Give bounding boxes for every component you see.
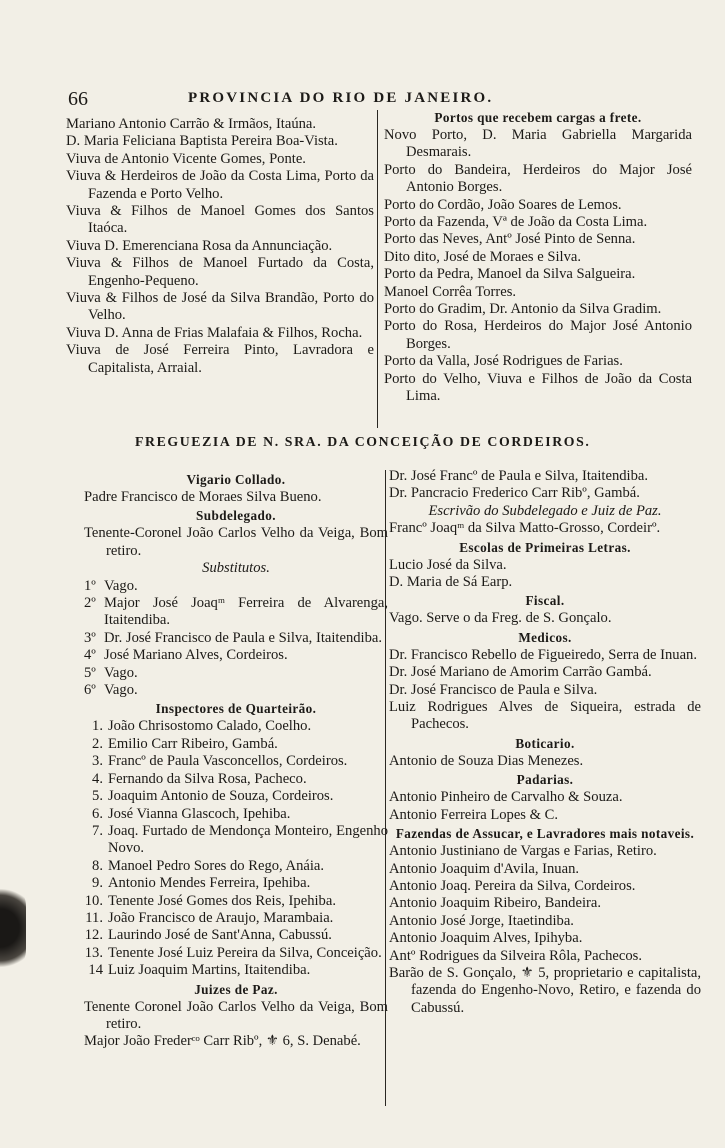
list-item: Dr. José Francisco de Paula e Silva. <box>389 681 598 698</box>
substituto-text: Vago. <box>104 664 138 681</box>
list-item: Viuva & Filhos de José da Silva Brandão, Porto do Velho. <box>66 290 374 324</box>
inspector-text: Laurindo José de Sant'Anna, Cabussú. <box>108 927 332 944</box>
fiscal-name: Vago. Serve o da Freg. de S. Gonçalo. <box>389 610 612 627</box>
inspector-text: José Vianna Glascoch, Ipehiba. <box>108 805 291 822</box>
list-item: Barão de S. Gonçalo, ⚜ 5, proprietario e capitalista, fazenda do Engenho-Novo, Retiro, e fazenda do Cabussú. <box>389 964 701 1016</box>
list-item <box>84 823 388 858</box>
list-item: Porto do Velho, Viuva e Filhos de João da Costa Lima. <box>384 370 692 405</box>
list-item <box>84 910 388 927</box>
list-item: Luiz Rodrigues Alves de Siqueira, estrada de Pachecos. <box>389 699 701 733</box>
list-item: Dr. Pancracio Frederico Carr Ribº, Gambá. <box>389 485 640 502</box>
item-number: 13. <box>84 944 103 961</box>
ordinal: 2º <box>84 595 96 612</box>
boticario-heading: Boticario. <box>515 735 575 751</box>
fazendas-heading: Fazendas de Assucar, e Lavradores mais notaveis. <box>395 826 695 842</box>
page-number: 66 <box>68 88 88 110</box>
list-item: Viuva de José Ferreira Pinto, Lavradora e Capitalista, Arraial. <box>66 342 374 376</box>
escolas-heading: Escolas de Primeiras Letras. <box>459 539 631 555</box>
list-item: Mariano Antonio Carrão & Irmãos, Itaúna. <box>66 116 317 132</box>
boticario-name: Antonio de Souza Dias Menezes. <box>389 752 584 769</box>
inspector-text: Joaq. Furtado de Mendonça Monteiro, Engenho Novo. <box>108 822 388 857</box>
list-item <box>84 578 388 595</box>
left-top-column <box>66 116 374 377</box>
list-item <box>84 630 388 647</box>
list-item <box>84 806 388 823</box>
list-item <box>84 893 388 910</box>
item-number: 4. <box>92 770 103 787</box>
item-number: 2. <box>92 735 103 752</box>
list-item: Viuva D. Anna de Frias Malafaia & Filhos, Rocha. <box>66 324 363 341</box>
substituto-text: Vago. <box>104 577 138 594</box>
list-item <box>84 736 388 753</box>
list-item: Antonio Pinheiro de Carvalho & Souza. <box>389 789 623 806</box>
inspector-text: Antonio Mendes Ferreira, Ipehiba. <box>108 875 311 892</box>
list-item: Viuva D. Emerenciana Rosa da Annunciação. <box>66 237 333 254</box>
right-top-column <box>384 108 692 406</box>
list-item: Viuva & Filhos de Manoel Furtado da Costa, Engenho-Pequeno. <box>66 255 374 289</box>
list-item <box>84 771 388 788</box>
list-item: Tenente Coronel João Carlos Velho da Veiga, Bom retiro. <box>84 998 388 1032</box>
list-item: D. Maria de Sá Earp. <box>389 574 513 591</box>
list-item <box>84 595 388 630</box>
inspector-text: Manoel Pedro Sores do Rego, Anáia. <box>108 857 325 874</box>
list-item: Porto da Pedra, Manoel da Silva Salgueira. <box>384 266 636 283</box>
page-stain <box>0 880 26 976</box>
list-item: Antonio Joaquim Ribeiro, Bandeira. <box>389 895 601 912</box>
item-number: 1. <box>92 718 103 735</box>
substituto-text: Dr. José Francisco de Paula e Silva, Itaitendiba. <box>104 629 383 646</box>
list-item <box>84 962 388 979</box>
list-item: Porto do Bandeira, Herdeiros do Major José Antonio Borges. <box>384 161 692 196</box>
subdelegado-name: Tenente-Coronel João Carlos Velho da Veiga, Bom retiro. <box>84 525 388 559</box>
substituto-text: Major José Joaqᵐ Ferreira de Alvarenga, Itaitendiba. <box>104 595 388 629</box>
item-number: 6. <box>92 805 103 822</box>
inspector-text: Francº de Paula Vasconcellos, Cordeiros. <box>108 753 348 770</box>
list-item: Viuva & Filhos de Manoel Gomes dos Santos Itaóca. <box>66 203 374 237</box>
list-item: Porto da Fazenda, Vª de João da Costa Lima. <box>384 214 648 231</box>
padarias-heading: Padarias. <box>516 772 574 788</box>
list-item: Antonio Justiniano de Vargas e Farias, Retiro. <box>389 843 657 860</box>
list-item: Porto das Neves, Antº José Pinto de Senna. <box>384 231 636 248</box>
inspector-text: João Francisco de Araujo, Marambaia. <box>108 909 334 926</box>
item-number: 8. <box>92 857 103 874</box>
list-item: Antº Rodrigues da Silveira Rôla, Pachecos. <box>389 947 642 964</box>
item-number: 11. <box>85 909 103 926</box>
inspector-text: Tenente José Gomes dos Reis, Ipehiba. <box>108 892 336 909</box>
list-item <box>84 665 388 682</box>
fiscal-heading: Fiscal. <box>525 593 565 609</box>
item-number: 9. <box>92 875 103 892</box>
escrivao-heading: Escrivão do Subdelegado e Juiz de Paz. <box>428 502 662 519</box>
list-item: Antonio Joaquim Alves, Ipihyba. <box>389 930 583 947</box>
item-number: 3. <box>92 753 103 770</box>
inspector-text: Luiz Joaquim Martins, Itaitendiba. <box>108 962 311 979</box>
item-number: 5. <box>92 788 103 805</box>
ordinal: 4º <box>84 647 96 664</box>
subdelegado-heading: Subdelegado. <box>196 508 276 524</box>
right-bottom-column <box>389 468 701 1017</box>
inspector-text: Emilio Carr Ribeiro, Gambá. <box>108 735 278 752</box>
list-item: Porto do Rosa, Herdeiros do Major José Antonio Borges. <box>384 318 692 352</box>
list-item <box>84 682 388 699</box>
page-title: PROVINCIA DO RIO DE JANEIRO. <box>188 90 494 106</box>
list-item: Antonio Joaq. Pereira da Silva, Cordeiros. <box>389 877 636 894</box>
list-item: Antonio Ferreira Lopes & C. <box>389 806 559 823</box>
escrivao-name: Francº Joaqᵐ da Silva Matto-Grosso, Cordeirº. <box>389 520 661 537</box>
list-item: Major João Frederᶜᵒ Carr Ribº, ⚜ 6, S. Denabé. <box>84 1033 361 1050</box>
list-item <box>84 927 388 944</box>
item-number: 10. <box>84 892 103 909</box>
list-item <box>84 718 388 735</box>
ports-heading: Portos que recebem cargas a frete. <box>434 110 642 125</box>
vigario-name: Padre Francisco de Moraes Silva Bueno. <box>84 489 322 505</box>
juizes-heading: Juizes de Paz. <box>194 981 278 997</box>
left-bottom-column <box>84 470 388 1051</box>
list-item: Dr. José Francº de Paula e Silva, Itaitendiba. <box>389 468 649 484</box>
ordinal: 6º <box>84 682 96 699</box>
list-item: Dr. José Mariano de Amorim Carrão Gambá. <box>389 664 652 681</box>
list-item <box>84 753 388 770</box>
list-item: Porto da Valla, José Rodrigues de Farias. <box>384 353 623 370</box>
list-item: Porto do Cordão, João Soares de Lemos. <box>384 196 622 213</box>
list-item: Viuva de Antonio Vicente Gomes, Ponte. <box>66 150 306 167</box>
inspector-text: Tenente José Luiz Pereira da Silva, Conceição. <box>108 944 382 961</box>
item-number: 7. <box>92 822 103 839</box>
inspectores-heading: Inspectores de Quarteirão. <box>155 701 317 717</box>
inspector-text: João Chrisostomo Calado, Coelho. <box>108 718 312 735</box>
substituto-text: Vago. <box>104 682 138 699</box>
section-title: FREGUEZIA DE N. SRA. DA CONCEIÇÃO DE CORDEIROS. <box>135 434 591 449</box>
item-number: 14 <box>88 962 103 979</box>
column-rule-top <box>377 110 378 428</box>
list-item: Antonio Joaquim d'Avila, Inuan. <box>389 860 580 877</box>
ordinal: 3º <box>84 629 96 646</box>
list-item <box>84 647 388 664</box>
inspector-text: Joaquim Antonio de Souza, Cordeiros. <box>108 788 334 805</box>
list-item: Dito dito, José de Moraes e Silva. <box>384 248 581 265</box>
list-item: Lucio José da Silva. <box>389 556 507 573</box>
vigario-heading: Vigario Collado. <box>186 472 286 487</box>
list-item: Antonio José Jorge, Itaetindiba. <box>389 912 574 929</box>
list-item: Dr. Francisco Rebello de Figueiredo, Serra de Inuan. <box>389 646 698 663</box>
list-item: Viuva & Herdeiros de João da Costa Lima, Porto da Fazenda e Porto Velho. <box>66 168 374 202</box>
list-item: Manoel Corrêa Torres. <box>384 283 517 300</box>
medicos-heading: Medicos. <box>518 629 572 645</box>
substituto-text: José Mariano Alves, Cordeiros. <box>104 647 288 664</box>
list-item: D. Maria Feliciana Baptista Pereira Boa-Vista. <box>66 133 338 150</box>
list-item: Novo Porto, D. Maria Gabriella Margarida Desmarais. <box>384 127 692 161</box>
list-item <box>84 945 388 962</box>
list-item: Porto do Gradim, Dr. Antonio da Silva Gradim. <box>384 301 662 318</box>
list-item <box>84 788 388 805</box>
item-number: 12. <box>84 927 103 944</box>
list-item <box>84 875 388 892</box>
substitutos-heading: Substitutos. <box>202 560 270 577</box>
ordinal: 1º <box>84 577 96 594</box>
ordinal: 5º <box>84 664 96 681</box>
list-item <box>84 858 388 875</box>
inspector-text: Fernando da Silva Rosa, Pacheco. <box>108 770 307 787</box>
